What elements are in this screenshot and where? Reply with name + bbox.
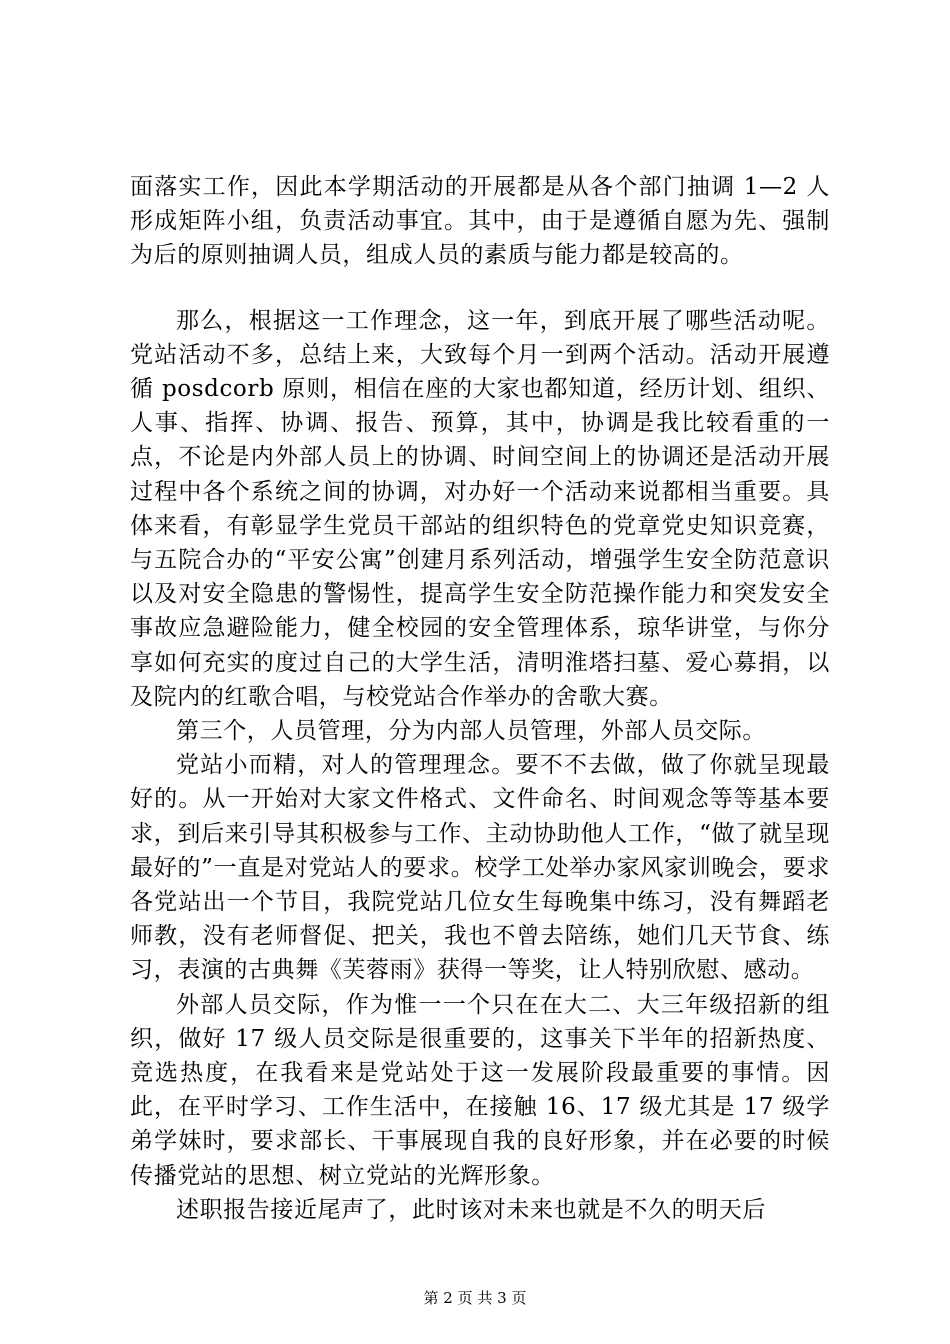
paragraph-5: 外部人员交际，作为惟一一个只在在大二、大三年级招新的组织，做好 17 级人员交际是很重要的，这事关下半年的招新热度、竞选热度，在我看来是党站处于这一发展阶段最重要的事情。因此，在平时学习、工作生活中，在接触 16、17 级尤其是 17 级学弟学妹时，要求部长、干事展现自我的良好形象，并在必要的时候传播党站的思想、树立党站的光辉形象。 — [130, 991, 830, 1189]
paragraph-4: 党站小而精，对人的管理理念。要不不去做，做了你就呈现最好的。从一开始对大家文件格式、文件命名、时间观念等等基本要求，到后来引导其积极参与工作、主动协助他人工作，“做了就呈现最好的”一直是对党站人的要求。校学工处举办家风家训晚会，要求各党站出一个节目，我院党站几位女生每晚集中练习，没有舞蹈老师教，没有老师督促、把关，我也不曾去陪练，她们几天节食、练习，表演的古典舞《芙蓉雨》获得一等奖，让人特别欣慰、感动。 — [130, 752, 830, 984]
page-number-footer: 第 2 页 共 3 页 — [423, 1289, 527, 1307]
paragraph-3: 第三个，人员管理，分为内部人员管理，外部人员交际。 — [176, 718, 766, 745]
paragraph-6: 述职报告接近尾声了，此时该对未来也就是不久的明天后 — [176, 1196, 766, 1223]
document-body — [130, 170, 830, 1227]
paragraph-1: 面落实工作，因此本学期活动的开展都是从各个部门抽调 1—2 人形成矩阵小组，负责活动事宜。其中，由于是遵循自愿为先、强制为后的原则抽调人员，组成人员的素质与能力都是较高的。 — [130, 174, 830, 269]
paragraph-2: 那么，根据这一工作理念，这一年，到底开展了哪些活动呢。党站活动不多，总结上来，大致每个月一到两个活动。活动开展遵循 posdcorb 原则，相信在座的大家也都知道，经历计划、组织、人事、指挥、协调、报告、预算，其中，协调是我比较看重的一点，不论是内外部人员上的协调、时间空间上的协调还是活动开展过程中各个系统之间的协调，对办好一个活动来说都相当重要。具体来看，有彰显学生党员干部站的组织特色的党章党史知识竞赛，与五院合办的“平安公寓”创建月系列活动，增强学生安全防范意识以及对安全隐患的警惕性，提高学生安全防范操作能力和突发安全事故应急避险能力，健全校园的安全管理体系，琼华讲堂，与你分享如何充实的度过自己的大学生活，清明淮塔扫墓、爱心募捐，以及院内的红歌合唱，与校党站合作举办的舍歌大赛。 — [130, 307, 830, 710]
paragraph-gap — [130, 273, 830, 304]
